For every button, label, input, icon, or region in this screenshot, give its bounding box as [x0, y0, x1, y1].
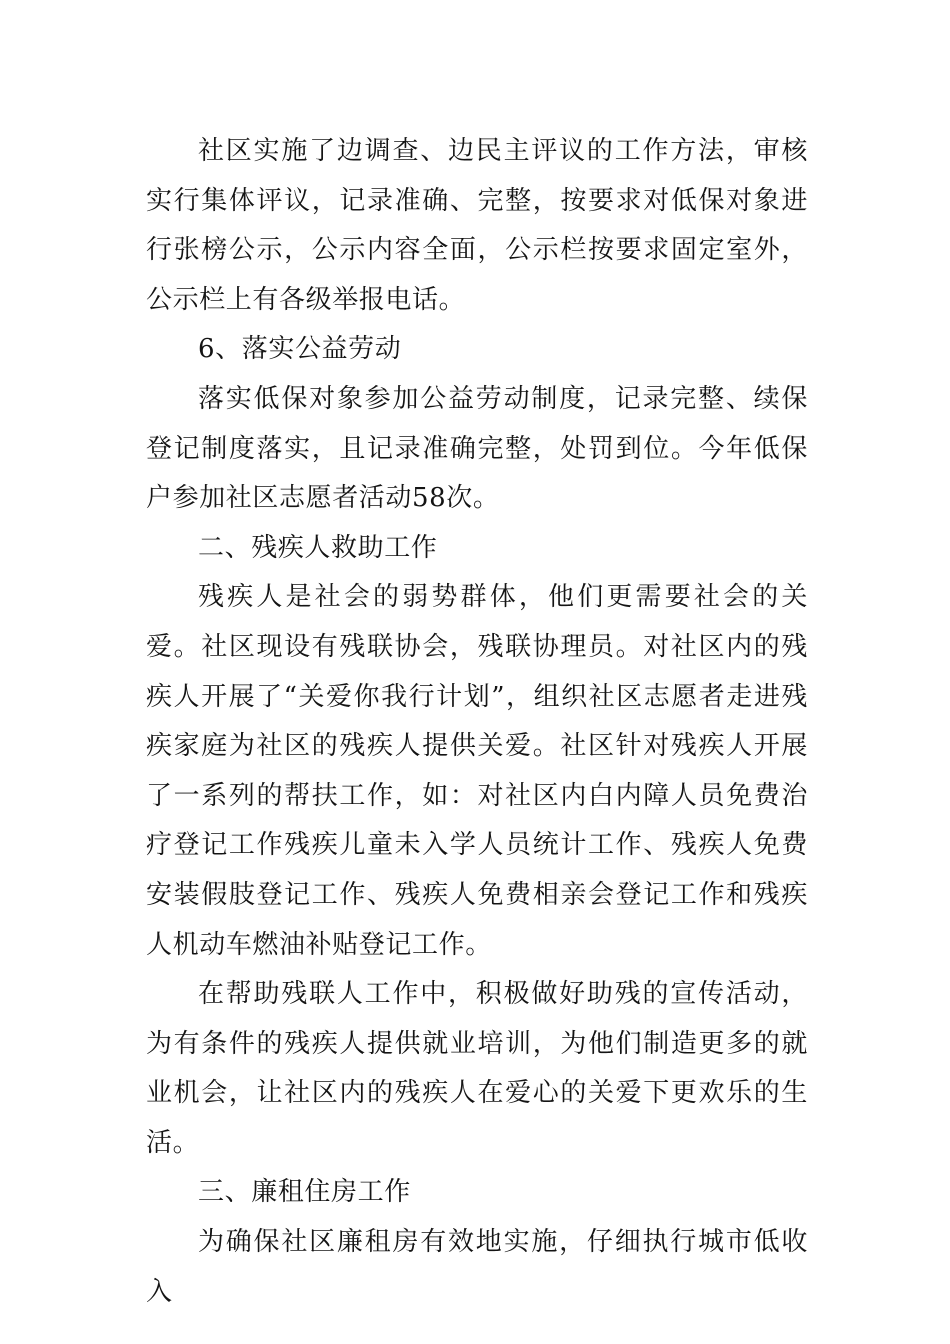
paragraph-disabled-employment: 在帮助残联人工作中，积极做好助残的宣传活动，为有条件的残疾人提供就业培训，为他们制造更多的就业机会，让社区内的残疾人在爱心的关爱下更欢乐的生活。	[146, 979, 808, 1158]
document-body	[146, 127, 808, 1317]
paragraph-disabled-assistance: 残疾人是社会的弱势群体，他们更需要社会的关爱。社区现设有残联协会，残联协理员。对社区内的残疾人开展了“关爱你我行计划”，组织社区志愿者走进残疾家庭为社区的残疾人提供关爱。社区针对残疾人开展了一系列的帮扶工作，如：对社区内白内障人员免费治疗登记工作残疾儿童未入学人员统计工作、残疾人免费安装假肢登记工作、残疾人免费相亲会登记工作和残疾人机动车燃油补贴登记工作。	[146, 582, 808, 960]
paragraph-low-rent-housing: 为确保社区廉租房有效地实施，仔细执行城市低收入	[146, 1227, 808, 1307]
heading-low-rent-housing: 三、廉租住房工作	[198, 1177, 411, 1208]
paragraph-public-notice: 社区实施了边调查、边民主评议的工作方法，审核实行集体评议，记录准确、完整，按要求对低保对象进行张榜公示，公示内容全面，公示栏按要求固定室外，公示栏上有各级举报电话。	[146, 136, 808, 315]
heading-public-labor: 6、落实公益劳动	[198, 334, 402, 365]
paragraph-public-labor: 落实低保对象参加公益劳动制度，记录完整、续保登记制度落实，且记录准确完整，处罚到位。今年低保户参加社区志愿者活动58次。	[146, 383, 808, 514]
heading-disabled-assistance: 二、残疾人救助工作	[198, 532, 438, 563]
